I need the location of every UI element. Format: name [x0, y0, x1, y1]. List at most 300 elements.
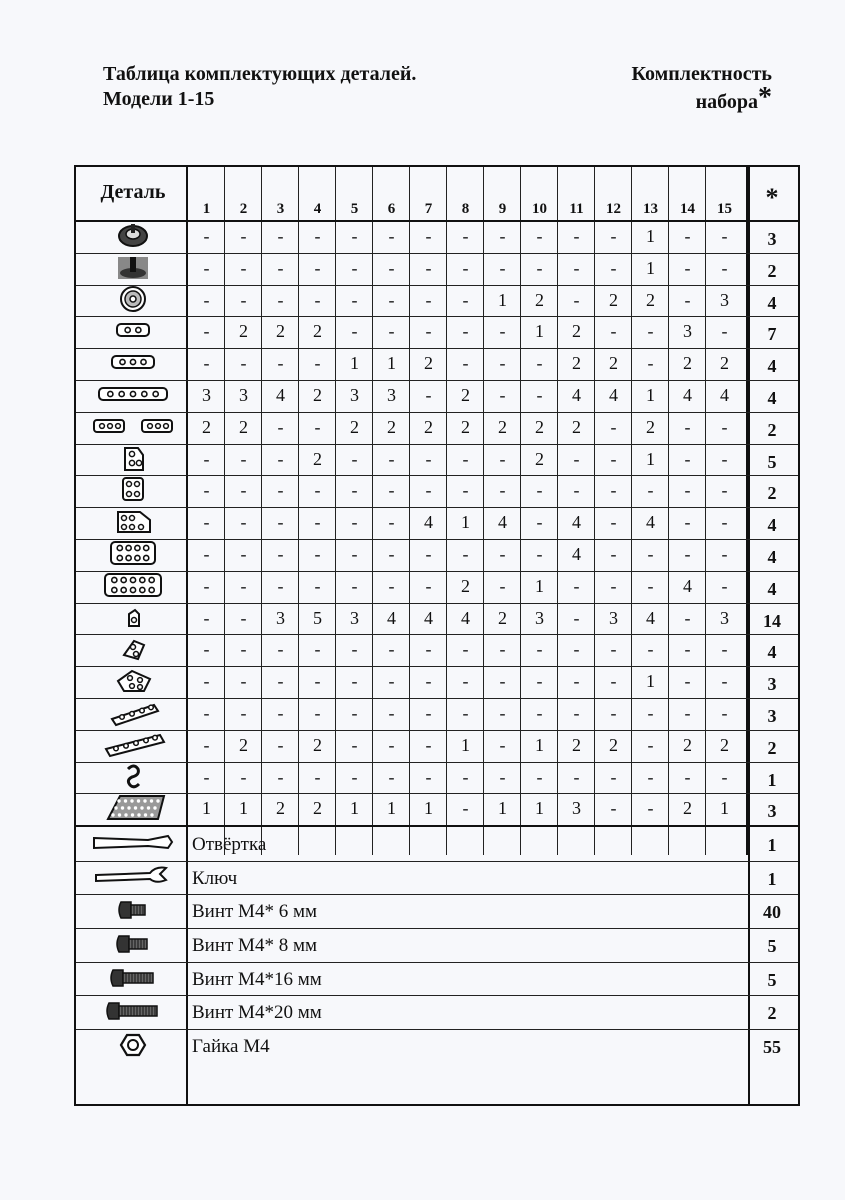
model-column-header: 3 — [276, 201, 285, 217]
part-quantity-cell: - — [240, 226, 247, 246]
part-quantity-cell: 1 — [461, 734, 470, 755]
part-icon-cell — [80, 379, 186, 412]
part-quantity-cell: 2 — [646, 416, 655, 437]
part-quantity-cell: 4 — [424, 512, 433, 533]
part-quantity-cell: - — [351, 321, 358, 342]
part-quantity-cell: 4 — [720, 385, 729, 405]
part-icon-cell — [80, 284, 186, 317]
part-quantity-cell: - — [499, 385, 506, 405]
bent-strips-icon — [88, 411, 178, 441]
part-quantity-cell: - — [277, 575, 284, 596]
part-quantity-cell: - — [610, 257, 617, 278]
part-quantity-cell: - — [684, 766, 691, 787]
part-quantity-cell: - — [684, 671, 691, 692]
part-total-cell: 1 — [767, 769, 777, 790]
part-quantity-cell: 2 — [572, 353, 581, 374]
part-quantity-cell: 1 — [239, 798, 248, 819]
part-total-cell: 5 — [767, 451, 777, 472]
part-quantity-cell: - — [462, 321, 469, 342]
part-quantity-cell: - — [240, 671, 247, 692]
part-quantity-cell: - — [388, 671, 395, 692]
part-quantity-cell: - — [684, 607, 691, 628]
tool-name: Винт М4* 8 мм — [192, 935, 318, 956]
part-quantity-cell: - — [203, 734, 210, 755]
part-quantity-cell: 4 — [683, 575, 692, 596]
part-quantity-cell: - — [684, 448, 691, 469]
plate-2x4-holes-icon — [88, 538, 178, 568]
part-quantity-cell: - — [610, 416, 617, 437]
part-quantity-cell: - — [388, 639, 395, 660]
part-quantity-cell: - — [314, 766, 321, 787]
part-quantity-cell: - — [573, 226, 580, 246]
part-quantity-cell: 2 — [239, 734, 248, 755]
part-total-cell: 4 — [767, 388, 777, 408]
tool-icon-cell — [80, 862, 186, 895]
tool-name: Гайка М4 — [192, 1035, 270, 1057]
part-quantity-cell: - — [536, 544, 543, 564]
part-quantity-cell: 1 — [646, 257, 655, 278]
part-quantity-cell: 2 — [387, 416, 396, 437]
part-quantity-cell: - — [610, 544, 617, 564]
part-quantity-cell: - — [388, 544, 395, 564]
part-quantity-cell: 1 — [387, 353, 396, 374]
square-plate-4-holes-icon — [88, 474, 178, 504]
part-quantity-cell: - — [721, 544, 728, 564]
part-quantity-cell: - — [647, 575, 654, 596]
part-quantity-cell: - — [573, 480, 580, 501]
part-quantity-cell: 3 — [609, 607, 618, 628]
part-quantity-cell: - — [277, 480, 284, 501]
screw-8mm-icon — [88, 929, 178, 959]
part-quantity-cell: - — [203, 703, 210, 723]
part-quantity-cell: - — [203, 353, 210, 374]
part-quantity-cell: - — [203, 639, 210, 660]
part-quantity-cell: - — [721, 448, 728, 469]
part-quantity-cell: - — [388, 321, 395, 342]
part-quantity-cell: 1 — [535, 575, 544, 596]
part-quantity-cell: - — [647, 734, 654, 755]
tool-total-cell: 2 — [767, 1003, 777, 1024]
part-quantity-cell: - — [277, 639, 284, 660]
part-quantity-cell: - — [536, 703, 543, 723]
part-quantity-cell: - — [721, 226, 728, 246]
part-quantity-cell: - — [240, 703, 247, 723]
part-quantity-cell: 1 — [350, 798, 359, 819]
part-quantity-cell: - — [240, 289, 247, 310]
tool-name: Ключ — [192, 867, 238, 889]
part-quantity-cell: - — [240, 607, 247, 628]
part-quantity-cell: - — [277, 703, 284, 723]
part-total-cell: 3 — [767, 229, 777, 249]
model-column-header: 14 — [680, 201, 695, 217]
part-total-cell: 7 — [767, 324, 777, 345]
part-quantity-cell: - — [499, 671, 506, 692]
part-icon-cell — [80, 792, 186, 825]
part-quantity-cell: - — [499, 480, 506, 501]
part-quantity-cell: - — [203, 448, 210, 469]
part-quantity-cell: 2 — [313, 321, 322, 342]
part-quantity-cell: - — [462, 798, 469, 819]
part-quantity-cell: - — [721, 671, 728, 692]
part-quantity-cell: - — [536, 353, 543, 374]
part-quantity-cell: 2 — [720, 353, 729, 374]
part-quantity-cell: - — [610, 671, 617, 692]
part-quantity-cell: - — [610, 226, 617, 246]
part-quantity-cell: 2 — [202, 416, 211, 437]
part-quantity-cell: - — [462, 671, 469, 692]
model-column-header: 5 — [350, 201, 359, 217]
part-quantity-cell: - — [351, 257, 358, 278]
part-icon-cell — [80, 411, 186, 444]
parts-table — [74, 165, 800, 1106]
model-column-header: 2 — [239, 201, 248, 217]
part-quantity-cell: - — [425, 544, 432, 564]
part-quantity-cell: 2 — [350, 416, 359, 437]
part-quantity-cell: - — [388, 480, 395, 501]
part-quantity-cell: 4 — [276, 385, 285, 405]
part-quantity-cell: - — [536, 480, 543, 501]
part-quantity-cell: 1 — [646, 448, 655, 469]
part-quantity-cell: - — [647, 480, 654, 501]
part-quantity-cell: 2 — [646, 289, 655, 310]
part-quantity-cell: - — [684, 512, 691, 533]
part-total-cell: 14 — [763, 610, 781, 631]
part-quantity-cell: - — [240, 512, 247, 533]
hook-icon — [88, 761, 178, 791]
part-quantity-cell: - — [647, 353, 654, 374]
part-quantity-cell: - — [462, 703, 469, 723]
part-total-cell: 2 — [767, 483, 777, 504]
part-total-cell: 4 — [767, 578, 777, 599]
part-quantity-cell: - — [425, 289, 432, 310]
part-quantity-cell: - — [277, 448, 284, 469]
part-quantity-cell: - — [351, 544, 358, 564]
part-quantity-cell: - — [684, 226, 691, 246]
part-quantity-cell: - — [314, 512, 321, 533]
part-quantity-cell: - — [536, 671, 543, 692]
part-quantity-cell: - — [425, 575, 432, 596]
part-quantity-cell: 2 — [535, 416, 544, 437]
completeness-label: Комплектность — [631, 63, 772, 85]
part-quantity-cell: - — [203, 607, 210, 628]
part-quantity-cell: 2 — [572, 734, 581, 755]
part-quantity-cell: 1 — [350, 353, 359, 374]
part-quantity-cell: - — [277, 544, 284, 564]
part-icon-cell — [80, 602, 186, 635]
part-quantity-cell: - — [573, 639, 580, 660]
part-quantity-cell: 2 — [609, 289, 618, 310]
set-label: набора — [695, 91, 758, 113]
part-quantity-cell: 2 — [239, 321, 248, 342]
model-column-header: 1 — [202, 201, 211, 217]
model-column-header: 10 — [532, 201, 547, 217]
part-quantity-cell: - — [314, 703, 321, 723]
tool-icon-cell — [80, 929, 186, 962]
part-quantity-cell: - — [721, 321, 728, 342]
model-column-header: 15 — [717, 201, 732, 217]
part-quantity-cell: - — [499, 257, 506, 278]
part-quantity-cell: - — [425, 703, 432, 723]
part-quantity-cell: 4 — [683, 385, 692, 405]
part-quantity-cell: - — [203, 480, 210, 501]
part-quantity-cell: 2 — [609, 734, 618, 755]
tool-icon-cell — [80, 963, 186, 996]
part-quantity-cell: 2 — [313, 734, 322, 755]
part-quantity-cell: - — [203, 321, 210, 342]
part-quantity-cell: - — [610, 798, 617, 819]
part-quantity-cell: 1 — [202, 798, 211, 819]
part-quantity-cell: - — [610, 321, 617, 342]
part-quantity-cell: 2 — [498, 607, 507, 628]
part-quantity-cell: - — [240, 353, 247, 374]
part-quantity-cell: 2 — [609, 353, 618, 374]
part-quantity-cell: 1 — [498, 798, 507, 819]
plate-3-holes-icon — [88, 347, 178, 377]
part-total-cell: 4 — [767, 547, 777, 567]
part-quantity-cell: 1 — [646, 226, 655, 246]
part-quantity-cell: - — [536, 226, 543, 246]
part-quantity-cell: - — [536, 257, 543, 278]
part-quantity-cell: - — [499, 321, 506, 342]
part-quantity-cell: 4 — [572, 512, 581, 533]
part-quantity-cell: - — [721, 416, 728, 437]
part-quantity-cell: - — [314, 257, 321, 278]
model-column-header: 9 — [498, 201, 507, 217]
part-quantity-cell: - — [351, 639, 358, 660]
total-column-header: * — [765, 183, 779, 212]
tool-name: Отвёртка — [192, 834, 267, 856]
part-quantity-cell: 4 — [646, 607, 655, 628]
part-quantity-cell: 4 — [572, 544, 581, 564]
part-quantity-cell: - — [684, 639, 691, 660]
part-quantity-cell: - — [277, 416, 284, 437]
tool-total-cell: 5 — [767, 969, 777, 990]
model-column-header: 12 — [606, 201, 621, 217]
part-quantity-cell: - — [314, 575, 321, 596]
part-quantity-cell: - — [388, 512, 395, 533]
part-quantity-cell: 4 — [609, 385, 618, 405]
part-quantity-cell: 2 — [424, 416, 433, 437]
part-quantity-cell: - — [462, 226, 469, 246]
part-quantity-cell: - — [314, 671, 321, 692]
tools-divider — [76, 825, 798, 827]
model-column-header: 13 — [643, 201, 658, 217]
part-quantity-cell: - — [684, 257, 691, 278]
tool-name: Винт М4*16 мм — [192, 968, 322, 990]
part-quantity-cell: - — [684, 416, 691, 437]
part-quantity-cell: - — [536, 766, 543, 787]
part-quantity-cell: - — [388, 575, 395, 596]
part-quantity-cell: 2 — [498, 416, 507, 437]
part-quantity-cell: - — [351, 575, 358, 596]
part-quantity-cell: 3 — [239, 385, 248, 405]
part-quantity-cell: - — [277, 766, 284, 787]
header-left — [103, 62, 416, 112]
model-column-header: 8 — [461, 201, 470, 217]
part-quantity-cell: - — [462, 639, 469, 660]
part-quantity-cell: - — [388, 766, 395, 787]
header-right — [560, 62, 772, 115]
part-quantity-cell: 2 — [683, 734, 692, 755]
part-icon-cell — [80, 697, 186, 730]
detail-column-header: Деталь — [100, 181, 166, 203]
part-quantity-cell: - — [314, 416, 321, 437]
page-title: Таблица комплектующих деталей. — [103, 63, 417, 85]
screw-16mm-icon — [88, 963, 178, 993]
part-quantity-cell: - — [499, 544, 506, 564]
part-quantity-cell: - — [277, 257, 284, 278]
part-quantity-cell: - — [425, 257, 432, 278]
part-quantity-cell: - — [240, 766, 247, 787]
part-quantity-cell: 4 — [461, 607, 470, 628]
part-quantity-cell: - — [277, 353, 284, 374]
part-quantity-cell: - — [462, 448, 469, 469]
part-quantity-cell: - — [351, 480, 358, 501]
part-quantity-cell: 2 — [313, 448, 322, 469]
part-icon-cell — [80, 665, 186, 698]
page-subtitle: Модели 1-15 — [103, 88, 215, 110]
part-quantity-cell: - — [462, 766, 469, 787]
part-quantity-cell: - — [573, 575, 580, 596]
part-quantity-cell: 3 — [720, 607, 729, 628]
part-total-cell: 4 — [767, 642, 777, 663]
part-quantity-cell: - — [536, 385, 543, 405]
part-quantity-cell: 4 — [387, 607, 396, 628]
tool-total-cell: 5 — [767, 936, 777, 956]
part-quantity-cell: - — [721, 766, 728, 787]
part-quantity-cell: 3 — [350, 385, 359, 405]
part-quantity-cell: 2 — [683, 353, 692, 374]
angle-bracket-2-icon — [88, 633, 178, 663]
part-quantity-cell: - — [499, 703, 506, 723]
part-quantity-cell: - — [573, 766, 580, 787]
part-icon-cell — [80, 506, 186, 539]
part-quantity-cell: - — [573, 257, 580, 278]
part-quantity-cell: - — [499, 575, 506, 596]
part-quantity-cell: 1 — [646, 671, 655, 692]
part-quantity-cell: - — [647, 766, 654, 787]
part-quantity-cell: 1 — [535, 734, 544, 755]
part-quantity-cell: - — [388, 448, 395, 469]
part-quantity-cell: - — [425, 480, 432, 501]
part-quantity-cell: - — [425, 766, 432, 787]
part-quantity-cell: 5 — [313, 607, 322, 628]
part-quantity-cell: - — [647, 639, 654, 660]
part-quantity-cell: 1 — [498, 289, 507, 310]
part-quantity-cell: 1 — [646, 385, 655, 405]
part-total-cell: 2 — [767, 419, 777, 440]
part-quantity-cell: - — [240, 257, 247, 278]
part-quantity-cell: 2 — [461, 575, 470, 596]
part-quantity-cell: 2 — [535, 448, 544, 469]
part-quantity-cell: - — [647, 703, 654, 723]
tool-total-cell: 55 — [763, 1036, 781, 1057]
part-quantity-cell: - — [314, 480, 321, 501]
model-column-header: 7 — [424, 201, 433, 217]
part-quantity-cell: - — [610, 480, 617, 501]
part-quantity-cell: - — [203, 544, 210, 564]
part-quantity-cell: - — [499, 353, 506, 374]
small-bracket-icon — [88, 602, 178, 632]
part-quantity-cell: - — [314, 226, 321, 246]
perforated-plate-icon — [88, 792, 178, 822]
part-quantity-cell: - — [647, 544, 654, 564]
part-quantity-cell: - — [684, 544, 691, 564]
part-quantity-cell: - — [721, 480, 728, 501]
part-quantity-cell: - — [499, 766, 506, 787]
trapezoid-plate-icon — [88, 506, 178, 536]
part-quantity-cell: - — [351, 734, 358, 755]
plate-2-holes-icon — [88, 315, 178, 345]
part-quantity-cell: - — [388, 289, 395, 310]
part-quantity-cell: - — [203, 766, 210, 787]
part-quantity-cell: 3 — [720, 289, 729, 310]
part-quantity-cell: - — [462, 257, 469, 278]
part-quantity-cell: - — [647, 321, 654, 342]
part-quantity-cell: - — [351, 448, 358, 469]
part-quantity-cell: - — [573, 607, 580, 628]
part-quantity-cell: - — [203, 575, 210, 596]
plate-5-holes-icon — [88, 379, 178, 409]
part-icon-cell — [80, 474, 186, 507]
part-quantity-cell: - — [573, 671, 580, 692]
part-quantity-cell: - — [425, 226, 432, 246]
part-quantity-cell: - — [536, 512, 543, 533]
part-quantity-cell: - — [425, 671, 432, 692]
part-quantity-cell: 3 — [276, 607, 285, 628]
part-icon-cell — [80, 315, 186, 348]
part-quantity-cell: - — [351, 512, 358, 533]
part-quantity-cell: - — [203, 257, 210, 278]
part-quantity-cell: - — [388, 734, 395, 755]
part-quantity-cell: - — [462, 353, 469, 374]
part-quantity-cell: - — [684, 703, 691, 723]
part-quantity-cell: 2 — [313, 385, 322, 405]
part-quantity-cell: 3 — [535, 607, 544, 628]
screw-20mm-icon — [88, 996, 178, 1026]
part-quantity-cell: 2 — [720, 734, 729, 755]
part-quantity-cell: - — [610, 766, 617, 787]
tool-total-cell: 1 — [767, 835, 777, 856]
corner-plate-icon — [88, 443, 178, 473]
part-quantity-cell: - — [462, 480, 469, 501]
part-icon-cell — [80, 252, 186, 285]
part-quantity-cell: - — [203, 671, 210, 692]
part-quantity-cell: - — [351, 703, 358, 723]
part-icon-cell — [80, 538, 186, 571]
part-quantity-cell: 2 — [313, 798, 322, 819]
part-quantity-cell: - — [573, 448, 580, 469]
angle-strip-4-icon — [88, 697, 178, 727]
part-quantity-cell: - — [499, 734, 506, 755]
part-icon-cell — [80, 220, 186, 253]
part-quantity-cell: 1 — [387, 798, 396, 819]
part-icon-cell — [80, 761, 186, 794]
part-quantity-cell: - — [462, 544, 469, 564]
part-quantity-cell: - — [388, 226, 395, 246]
part-quantity-cell: - — [240, 639, 247, 660]
part-quantity-cell: 1 — [424, 798, 433, 819]
part-total-cell: 3 — [767, 706, 777, 726]
part-quantity-cell: 2 — [461, 416, 470, 437]
tool-name: Винт М4* 6 мм — [192, 901, 318, 923]
part-quantity-cell: 2 — [535, 289, 544, 310]
part-quantity-cell: - — [240, 448, 247, 469]
part-quantity-cell: - — [203, 512, 210, 533]
part-quantity-cell: - — [610, 448, 617, 469]
part-quantity-cell: - — [351, 226, 358, 246]
part-quantity-cell: 1 — [720, 798, 729, 819]
